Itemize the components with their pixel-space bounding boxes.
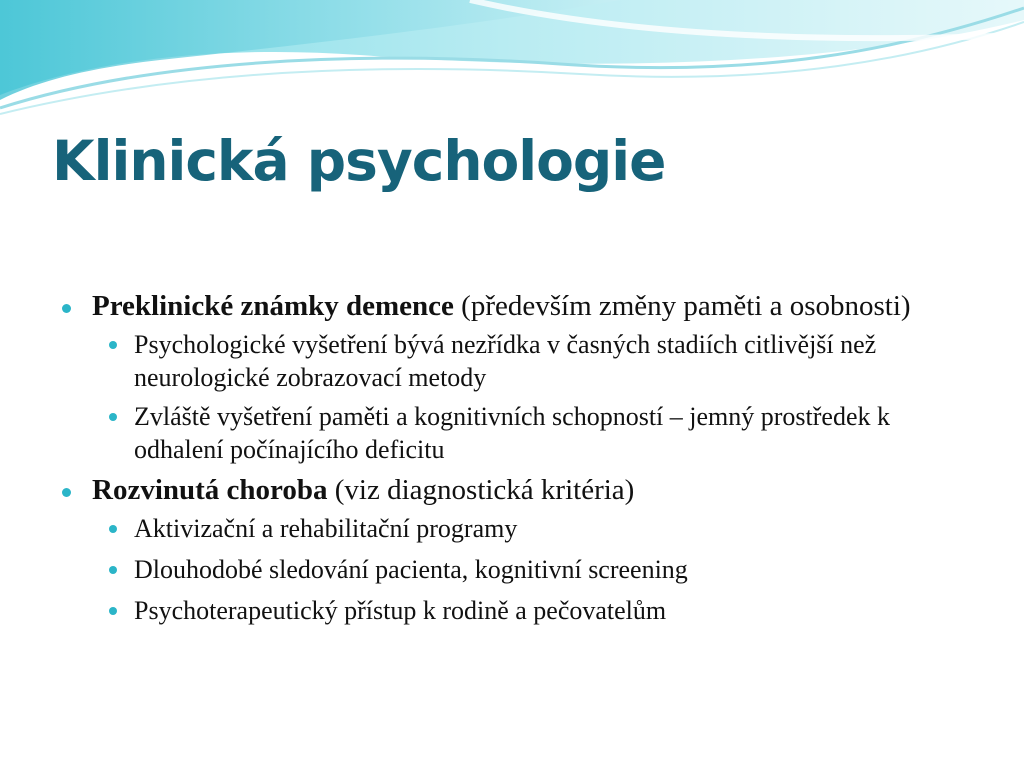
header-wave-decoration [0,0,1024,130]
sub-bullet-text: Zvláště vyšetření paměti a kognitivních schopností – jemný prostředek k odhalení počínajícího deficitu [134,402,891,464]
bullet-advanced-disease [62,472,967,508]
sub-bullet-monitoring [62,553,967,586]
sub-bullet-text: Psychoterapeutický přístup k rodině a pečovatelům [134,596,667,625]
bullet-dot-icon [109,341,117,349]
sub-bullet-psych-exam [62,328,967,394]
bullet-preclinical [62,288,967,324]
sub-bullet-text: Psychologické vyšetření bývá nezřídka v časných stadiích citlivější než neurologické zobrazovací metody [134,330,877,392]
bullet-preclinical-text: (především změny paměti a osobnosti) [453,290,911,322]
sub-bullet-text: Dlouhodobé sledování pacienta, kognitivní screening [134,555,688,584]
bullet-advanced-text: (viz diagnostická kritéria) [327,474,635,506]
slide-content [62,288,967,635]
slide-title: Klinická psychologie [52,129,666,193]
bullet-dot-icon [62,304,71,313]
bullet-advanced-heading: Rozvinutá choroba [92,474,328,506]
sub-bullet-psychotherapy [62,594,967,627]
bullet-dot-icon [109,525,117,533]
bullet-dot-icon [109,607,117,615]
bullet-dot-icon [109,413,117,421]
bullet-dot-icon [109,566,117,574]
sub-bullet-activation [62,512,967,545]
bullet-dot-icon [62,488,71,497]
sub-bullet-memory-exam [62,400,967,466]
bullet-preclinical-heading: Preklinické známky demence [92,290,454,322]
sub-bullet-text: Aktivizační a rehabilitační programy [134,514,518,543]
